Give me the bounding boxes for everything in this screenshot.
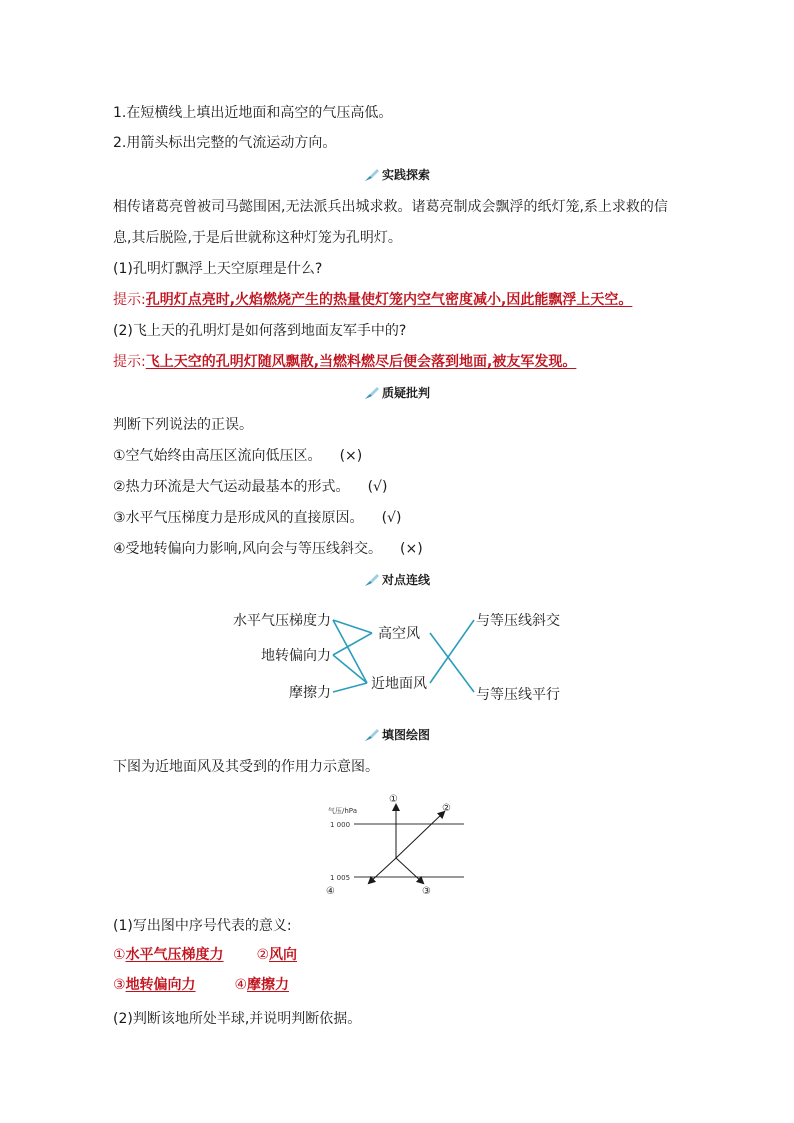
diagram-intro: 下图为近地面风及其受到的作用力示意图。 [113, 759, 379, 775]
diagram-answer-row-2: ③地转偏向力 ④摩擦力 [113, 977, 289, 993]
critique-item: ③水平气压梯度力是形成风的直接原因。 (√) [113, 510, 402, 526]
force-arrow [369, 858, 396, 883]
force-label-4: ④ [326, 886, 335, 897]
practice-answer-2: 提示:飞上天空的孔明灯随风飘散,当燃料燃尽后便会落到地面,被友军发现。 [113, 354, 577, 370]
diagram-question-1: (1)写出图中序号代表的意义: [113, 918, 292, 934]
practice-question-1: (1)孔明灯飘浮上天空原理是什么? [113, 261, 323, 277]
diagram-question-2: (2)判断该地所处半球,并说明判断依据。 [113, 1011, 362, 1027]
force-arrow [396, 812, 444, 858]
force-diagram [320, 788, 480, 900]
isobar-label: 1 005 [330, 874, 351, 882]
link-line [333, 655, 367, 683]
critique-intro: 判断下列说法的正误。 [113, 417, 253, 433]
force-label: ② [442, 803, 451, 814]
match-left-label: 水平气压梯度力 [233, 613, 331, 629]
section-diagram-header: 填图绘图 [0, 727, 794, 743]
diagram-answer-row-1: ①水平气压梯度力 ②风向 [113, 947, 297, 963]
force-label: ① [389, 794, 398, 805]
section-match-header: 对点连线 [0, 572, 794, 588]
link-line [430, 633, 474, 692]
force-label: ③ [422, 886, 431, 897]
link-line [430, 620, 474, 683]
axis-label: 气压/hPa [328, 807, 357, 815]
force-arrow [396, 858, 423, 883]
practice-answer-1: 提示:孔明灯点亮时,火焰燃烧产生的热量使灯笼内空气密度减小,因此能飘浮上天空。 [113, 292, 633, 308]
match-middle-label: 近地面风 [371, 676, 427, 692]
match-right-label: 与等压线斜交 [476, 613, 560, 629]
match-right-label: 与等压线平行 [476, 687, 560, 703]
critique-item: ④受地转偏向力影响,风向会与等压线斜交。 (×) [113, 541, 423, 557]
isobar-label: 1 000 [330, 821, 351, 829]
instruction-1: 1.在短横线上填出近地面和高空的气压高低。 [113, 105, 393, 121]
practice-question-2: (2)飞上天的孔明灯是如何落到地面友军手中的? [113, 323, 407, 339]
practice-paragraph-1: 相传诸葛亮曾被司马懿围困,无法派兵出城求救。诸葛亮制成会飘浮的纸灯笼,系上求救的信 [113, 199, 668, 215]
link-line [333, 683, 367, 692]
pen-icon [364, 728, 380, 742]
instruction-2: 2.用箭头标出完整的气流运动方向。 [113, 135, 337, 151]
critique-item: ②热力环流是大气运动最基本的形式。 (√) [113, 479, 388, 495]
match-left-label: 摩擦力 [289, 685, 331, 701]
section-practice-header: 实践探索 [0, 167, 794, 183]
match-left-label: 地转偏向力 [261, 648, 331, 664]
critique-item: ①空气始终由高压区流向低压区。 (×) [113, 448, 363, 464]
match-middle-label: 高空风 [378, 626, 420, 642]
practice-paragraph-2: 息,其后脱险,于是后世就称这种灯笼为孔明灯。 [113, 230, 402, 246]
link-line [333, 633, 372, 655]
section-critique-header: 质疑批判 [0, 385, 794, 401]
